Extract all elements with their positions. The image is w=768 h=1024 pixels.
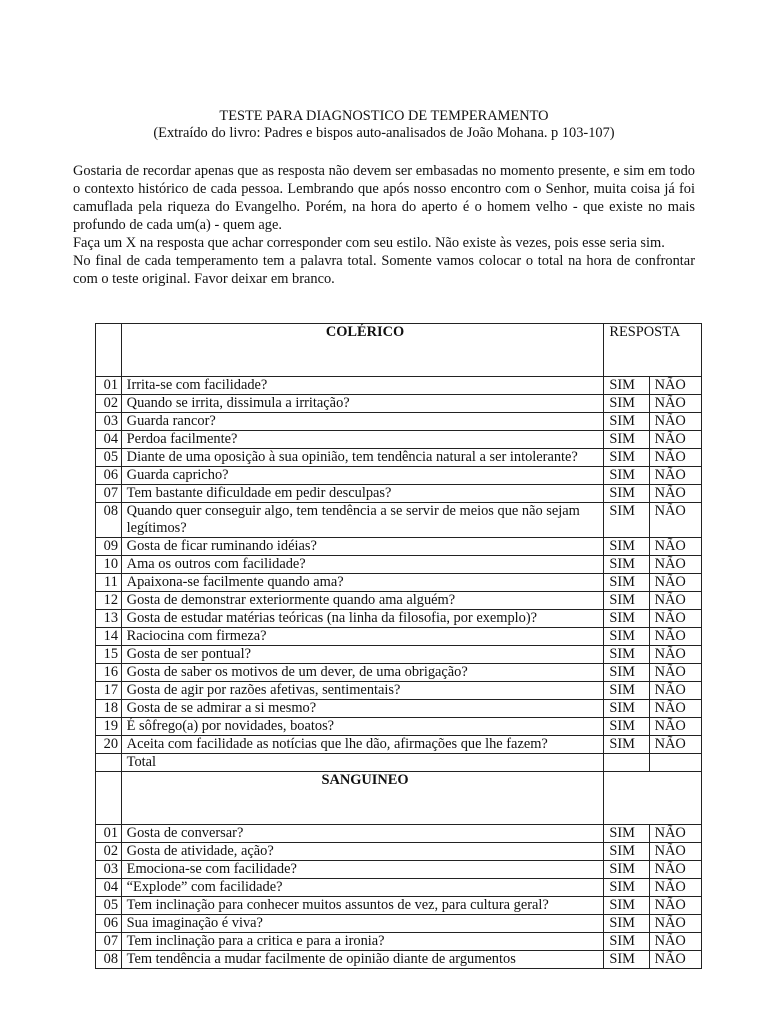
question-text: Raciocina com firmeza? [121,628,604,646]
intro-paragraph: Gostaria de recordar apenas que as resposta não devem ser embasadas no momento presente, e sim em todo o contexto histórico de cada pessoa. Lembrando que após nosso encontro com o Senhor, muita coisa já foi camuflada pela riqueza do Evangelho. Porém, na hora do aperto é o homem velho - que existe no mais profundo de cada um(a) - quem age. [73,163,695,233]
question-text: Gosta de ser pontual? [121,646,604,664]
table-row [96,395,702,413]
question-number: 09 [96,538,122,556]
answer-sim[interactable]: SIM [604,718,649,736]
intro-paragraph: Faça um X na resposta que achar corresponder com seu estilo. Não existe às vezes, pois esse seria sim. [73,235,665,251]
question-text: Gosta de agir por razões afetivas, sentimentais? [121,682,604,700]
answer-nao[interactable]: NÃO [649,897,701,915]
table-row [96,556,702,574]
question-text: Gosta de se admirar a si mesmo? [121,700,604,718]
total-row [96,754,702,772]
question-text: Ama os outros com facilidade? [121,556,604,574]
answer-sim[interactable]: SIM [604,646,649,664]
answer-nao[interactable]: NÃO [649,682,701,700]
question-text: Gosta de atividade, ação? [121,843,604,861]
table-row [96,664,702,682]
question-number: 07 [96,933,122,951]
answer-sim[interactable]: SIM [604,682,649,700]
answer-nao[interactable]: NÃO [649,933,701,951]
intro-paragraph: No final de cada temperamento tem a palavra total. Somente vamos colocar o total na hora de confrontar com o teste original. Favor deixar em branco. [73,253,695,287]
table-row [96,449,702,467]
section-title-colerico: COLÉRICO [121,324,604,377]
answer-nao[interactable]: NÃO [649,718,701,736]
section-title-sanguineo: SANGUINEO [121,772,604,825]
table-row [96,825,702,843]
question-text: Irrita-se com facilidade? [121,377,604,395]
question-number: 03 [96,861,122,879]
question-text: Quando quer conseguir algo, tem tendência a se servir de meios que não sejam legítimos? [121,503,604,538]
table-row [96,503,702,538]
question-number: 15 [96,646,122,664]
question-text: Gosta de demonstrar exteriormente quando ama alguém? [121,592,604,610]
table-row [96,413,702,431]
blank-cell [96,324,122,377]
table-row [96,574,702,592]
question-number: 16 [96,664,122,682]
answer-nao[interactable]: NÃO [649,574,701,592]
question-number: 17 [96,682,122,700]
table-row [96,915,702,933]
answer-sim[interactable]: SIM [604,413,649,431]
question-number: 02 [96,843,122,861]
table-row [96,933,702,951]
question-number: 02 [96,395,122,413]
question-text: É sôfrego(a) por novidades, boatos? [121,718,604,736]
question-text: Perdoa facilmente? [121,431,604,449]
answer-sim[interactable]: SIM [604,736,649,754]
answer-sim[interactable]: SIM [604,503,649,538]
table-row [96,951,702,969]
question-number: 08 [96,951,122,969]
question-text: Gosta de estudar matérias teóricas (na linha da filosofia, por exemplo)? [121,610,604,628]
blank-cell [96,754,122,772]
table-row [96,485,702,503]
question-text: Gosta de saber os motivos de um dever, de uma obrigação? [121,664,604,682]
questionnaire-table [95,323,702,969]
section-header-row [96,324,702,377]
table-row [96,843,702,861]
table-row [96,861,702,879]
question-text: Diante de uma oposição à sua opinião, tem tendência natural a ser intolerante? [121,449,604,467]
response-header: RESPOSTA [604,324,702,377]
question-text: Quando se irrita, dissimula a irritação? [121,395,604,413]
answer-nao[interactable]: NÃO [649,610,701,628]
table-row [96,879,702,897]
answer-nao[interactable]: NÃO [649,592,701,610]
answer-sim[interactable]: SIM [604,915,649,933]
question-number: 06 [96,467,122,485]
answer-sim[interactable]: SIM [604,951,649,969]
answer-nao[interactable]: NÃO [649,395,701,413]
answer-nao[interactable]: NÃO [649,879,701,897]
answer-sim[interactable]: SIM [604,825,649,843]
question-number: 04 [96,879,122,897]
question-number: 18 [96,700,122,718]
answer-nao[interactable]: NÃO [649,700,701,718]
section-header-row [96,772,702,825]
question-text: Gosta de conversar? [121,825,604,843]
table-row [96,682,702,700]
question-text: Tem inclinação para a critica e para a ironia? [121,933,604,951]
answer-nao[interactable]: NÃO [649,664,701,682]
answer-nao[interactable]: NÃO [649,861,701,879]
answer-sim[interactable]: SIM [604,879,649,897]
answer-nao[interactable]: NÃO [649,915,701,933]
answer-sim[interactable]: SIM [604,897,649,915]
answer-nao[interactable]: NÃO [649,556,701,574]
answer-sim[interactable]: SIM [604,933,649,951]
question-number: 20 [96,736,122,754]
blank-cell [96,772,122,825]
question-number: 12 [96,592,122,610]
question-number: 04 [96,431,122,449]
answer-sim[interactable]: SIM [604,843,649,861]
table-row [96,431,702,449]
question-number: 10 [96,556,122,574]
answer-nao[interactable]: NÃO [649,538,701,556]
answer-sim[interactable]: SIM [604,592,649,610]
table-row [96,736,702,754]
answer-nao[interactable]: NÃO [649,646,701,664]
question-text: “Explode” com facilidade? [121,879,604,897]
question-text: Guarda capricho? [121,467,604,485]
question-text: Apaixona-se facilmente quando ama? [121,574,604,592]
answer-nao[interactable]: NÃO [649,825,701,843]
question-text: Emociona-se com facilidade? [121,861,604,879]
table-row [96,538,702,556]
question-number: 03 [96,413,122,431]
answer-sim[interactable]: SIM [604,485,649,503]
total-nao-cell[interactable] [649,754,701,772]
answer-sim[interactable]: SIM [604,664,649,682]
question-number: 01 [96,377,122,395]
answer-nao[interactable]: NÃO [649,431,701,449]
document-header [0,108,768,142]
total-label: Total [121,754,604,772]
table-row [96,467,702,485]
question-number: 13 [96,610,122,628]
answer-nao[interactable]: NÃO [649,628,701,646]
response-header-blank [604,772,702,825]
question-text: Tem bastante dificuldade em pedir desculpas? [121,485,604,503]
answer-nao[interactable]: NÃO [649,736,701,754]
table-row [96,897,702,915]
answer-sim[interactable]: SIM [604,574,649,592]
question-text: Sua imaginação é viva? [121,915,604,933]
question-text: Aceita com facilidade as notícias que lhe dão, afirmações que lhe fazem? [121,736,604,754]
document-title: TESTE PARA DIAGNOSTICO DE TEMPERAMENTO [219,108,549,124]
intro-text [73,162,695,288]
table-row [96,700,702,718]
answer-sim[interactable]: SIM [604,610,649,628]
question-text: Gosta de ficar ruminando idéias? [121,538,604,556]
answer-sim[interactable]: SIM [604,449,649,467]
answer-nao[interactable]: NÃO [649,377,701,395]
question-text: Guarda rancor? [121,413,604,431]
question-text: Tem tendência a mudar facilmente de opinião diante de argumentos [121,951,604,969]
answer-nao[interactable]: NÃO [649,503,701,538]
answer-sim[interactable]: SIM [604,628,649,646]
answer-nao[interactable]: NÃO [649,449,701,467]
answer-sim[interactable]: SIM [604,700,649,718]
answer-nao[interactable]: NÃO [649,951,701,969]
answer-nao[interactable]: NÃO [649,413,701,431]
question-number: 05 [96,449,122,467]
document-subtitle: (Extraído do livro: Padres e bispos auto-analisados de João Mohana. p 103-107) [153,125,615,141]
question-number: 11 [96,574,122,592]
question-number: 19 [96,718,122,736]
table-row [96,377,702,395]
answer-nao[interactable]: NÃO [649,485,701,503]
question-number: 08 [96,503,122,538]
table-row [96,628,702,646]
answer-sim[interactable]: SIM [604,395,649,413]
answer-sim[interactable]: SIM [604,467,649,485]
question-number: 05 [96,897,122,915]
table-row [96,610,702,628]
answer-sim[interactable]: SIM [604,861,649,879]
question-number: 07 [96,485,122,503]
question-number: 01 [96,825,122,843]
table-row [96,718,702,736]
answer-nao[interactable]: NÃO [649,467,701,485]
answer-sim[interactable]: SIM [604,431,649,449]
answer-sim[interactable]: SIM [604,538,649,556]
answer-nao[interactable]: NÃO [649,843,701,861]
question-number: 06 [96,915,122,933]
answer-sim[interactable]: SIM [604,377,649,395]
question-number: 14 [96,628,122,646]
answer-sim[interactable]: SIM [604,556,649,574]
question-text: Tem inclinação para conhecer muitos assuntos de vez, para cultura geral? [121,897,604,915]
total-sim-cell[interactable] [604,754,649,772]
table-row [96,592,702,610]
table-row [96,646,702,664]
